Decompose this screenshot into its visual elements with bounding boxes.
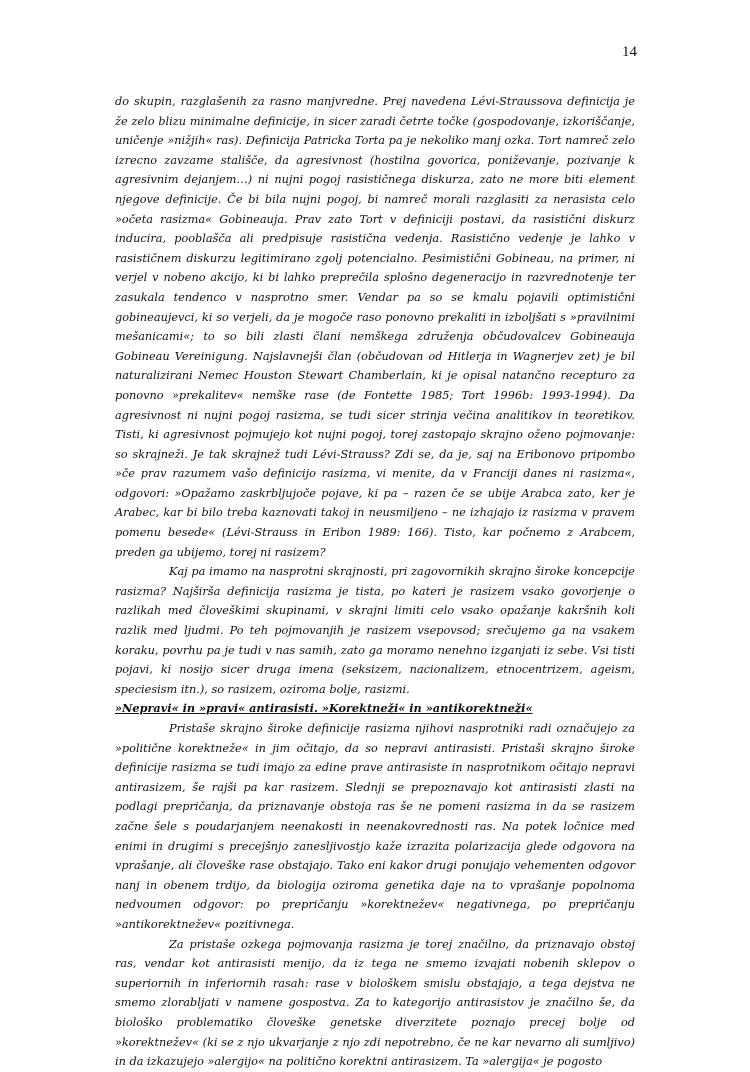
- body-text: [115, 92, 635, 1072]
- page-number: 14: [622, 44, 637, 60]
- paragraph-continued: do skupin, razglašenih za rasno manjvredne. Prej navedena Lévi-Straussova definicija je že zelo blizu minimalne definicije, in sicer zaradi četrte točke (gospodovanje, izkoriščanje, uničenje »nižjih« ras). Definicija Patricka Torta pa je nekoliko manj ozka. Tort namreč zelo izrecno zavzame stališče, da agresivnost (hostilna govorica, poniževanje, pozivanje k agresivnim dejanjem…) ni nujni pogoj rasističnega diskurza, zato ne more biti element njegove definicije. Če bi bila nujni pogoj, bi namreč morali razglasiti za nerasista celo »očeta rasizma« Gobineauja. Prav zato Tort v definiciji postavi, da rasistični diskurz inducira, pooblašča ali predpisuje rasistična vedenja. Rasistično vedenje je lahko v rasističnem diskurzu legitimirano zgolj potencialno. Pesimistični Gobineau, na primer, ni verjel v nobeno akcijo, ki bi lahko preprečila splošno degeneracijo in razvrednotenje ter zasukala tendenco v nasprotno smer. Vendar pa so se kmalu pojavili optimistični gobineaujevci, ki so verjeli, da je mogoče raso ponovno prekaliti in izboljšati s »pravilnimi mešanicami«; to so bili zlasti člani nemškega združenja občudovalcev Gobineauja Gobineau Vereinigung. Najslavnejši član (občudovan od Hitlerja in Wagnerjev zet) je bil naturalizirani Nemec Houston Stewart Chamberlain, ki je opisal natančno recepturo za ponovno »prekalitev« nemške rase (de Fontette 1985; Tort 1996b: 1993-1994). Da agresivnost ni nujni pogoj rasizma, se tudi sicer strinja večina analitikov in teoretikov. Tisti, ki agresivnost pojmujejo kot nujni pogoj, torej zastopajo skrajno oženo pojmovanje: so skrajneži. Je tak skrajnež tudi Lévi-Strauss? Zdi se, da je, saj na Eribonovo pripombo »če prav razumem vašo definicijo rasizma, vi menite, da v Franciji danes ni rasizma«, odgovori: »Opažamo zaskrbljujoče pojave, ki pa – razen če se ubije Arabca zato, ker je Arabec, kar bi bilo treba kaznovati takoj in neusmiljeno – ne izhajajo iz rasizma v pravem pomenu besede« (Lévi-Strauss in Eribon 1989: 166). Tisto, kar počnemo z Arabcem, preden ga ubijemo, torej ni rasizem?: [115, 95, 635, 559]
- paragraph: Pristaše skrajno široke definicije rasizma njihovi nasprotniki radi označujejo za »politične korektneže« in jim očitajo, da so nepravi antirasisti. Pristaši skrajno široke definicije rasizma se tudi imajo za edine prave antirasiste in nasprotnikom očitajo nepravi antirasizem, še rajši pa kar rasizem. Slednji se prepoznavajo kot antirasisti zlasti na podlagi prepričanja, da priznavanje obstoja ras še ne pomeni rasizma in da se rasizem začne šele s poudarjanjem neenakosti in neenakovrednosti ras. Na potek ločnice med enimi in drugimi s precejšnjo zanesljivostjo kaže izrazita polarizacija glede odgovora na vprašanje, ali človeške rase obstajajo. Tako eni kakor drugi ponujajo vehementen odgovor nanj in obenem trdijo, da biologija oziroma genetika daje na to vprašanje popolnoma nedvoumen odgovor: po prepričanju »korektnežev« negativnega, po prepričanju »antikorektnežev« pozitivnega.: [115, 722, 635, 931]
- paragraph: Kaj pa imamo na nasprotni skrajnosti, pri zagovornikih skrajno široke koncepcije rasizma? Najširša definicija rasizma je tista, po kateri je rasizem vsako govorjenje o razlikah med človeškimi skupinami, v skrajni limiti celo vsako opažanje kakršnih koli razlik med ljudmi. Po teh pojmovanjih je rasizem vsepovsod; srečujemo ga na vsakem koraku, povrhu pa je tudi v nas samih, zato ga moramo nenehno izganjati iz sebe. Vsi tisti pojavi, ki nosijo sicer druga imena (seksizem, nacionalizem, etnocentrizem, ageism, speciesism itn.), so rasizem, oziroma bolje, rasizmi.: [115, 565, 635, 696]
- paragraph: Za pristaše ozkega pojmovanja rasizma je torej značilno, da priznavajo obstoj ras, vendar kot antirasisti menijo, da iz tega ne smemo izvajati nobenih sklepov o superiornih in inferiornih rasah: rase v biološkem smislu obstajajo, a tega dejstva ne smemo zlorabljati v namene gospostva. Za to kategorijo antirasistov je značilno še, da biološko problematiko človeške genetske diverzitete poznajo precej bolje od »korektnežev« (ki se z njo ukvarjanje z njo zdi nepotrebno, če ne kar nevarno ali sumljivo) in da izkazujejo »alergijo« na politično korektni antirasizem. Ta »alergija« je pogosto: [115, 937, 635, 1069]
- section-heading: »Nepravi« in »pravi« antirasisti. »Korektneži« in »antikorektneži«: [115, 701, 533, 716]
